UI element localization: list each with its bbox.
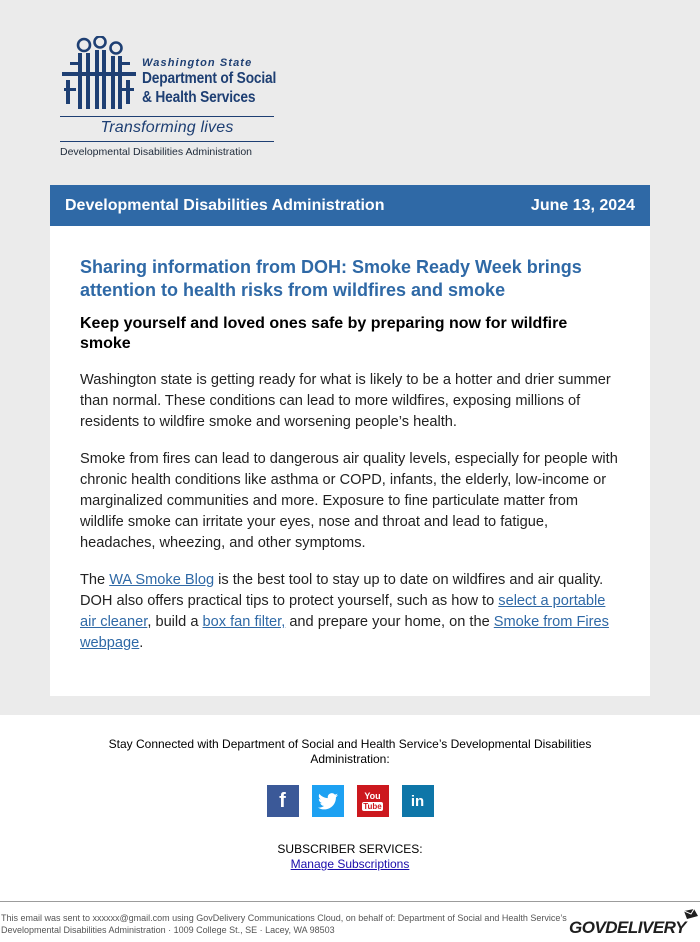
email-footer bbox=[0, 715, 700, 942]
stay-connected-text: Stay Connected with Department of Social and Health Service’s Developmental Disabilities Administration: bbox=[108, 737, 592, 766]
linkedin-icon: in bbox=[410, 792, 425, 810]
article-paragraph-1: Washington state is getting ready for what is likely to be a hotter and drier summer than normal. These conditions can lead to more wildfires, exposing millions of residents to wildfire smoke and worsening people’s health. bbox=[80, 372, 611, 430]
subscriber-services bbox=[0, 842, 700, 872]
article-headline: Sharing information from DOH: Smoke Ready Week brings attention to health risks from wildfires and smoke bbox=[80, 257, 582, 300]
banner-date: June 13, 2024 bbox=[530, 196, 635, 214]
article-card bbox=[50, 226, 650, 696]
twitter-button[interactable] bbox=[312, 785, 344, 817]
logo-dept-line2: & Health Services bbox=[142, 89, 256, 106]
box-fan-filter-link[interactable]: box fan filter, bbox=[202, 614, 286, 630]
legal-text: This email was sent to xxxxxx@gmail.com using GovDelivery Communications Cloud, on behalf of: Department of Social and Health Service’s Developmental Disabilities Administration · 1009 College St., SE · Lacey, WA 98503 bbox=[1, 913, 567, 935]
banner-title: Developmental Disabilities Administration bbox=[65, 196, 385, 214]
youtube-icon bbox=[362, 792, 383, 811]
logo-divider bbox=[60, 116, 274, 117]
subscriber-services-label: SUBSCRIBER SERVICES: bbox=[277, 842, 423, 856]
youtube-icon-top: You bbox=[364, 790, 381, 801]
twitter-bird-icon bbox=[318, 793, 338, 810]
facebook-icon: f bbox=[279, 789, 286, 812]
youtube-icon-bottom: Tube bbox=[363, 801, 382, 811]
linkedin-button[interactable] bbox=[402, 785, 434, 817]
article-paragraph-2: Smoke from fires can lead to dangerous air quality levels, especially for people with chronic health conditions like asthma or COPD, infants, the elderly, low-income or marginalized communities and more. Exposure to fine particulate matter from wildlife smoke can irritate your eyes, nose and throat and lead to fatigue, headaches, wheezing, and other symptoms. bbox=[80, 451, 618, 551]
logo-tagline: Transforming lives bbox=[100, 119, 234, 136]
para3-text-4: and prepare your home, on the bbox=[285, 614, 494, 630]
header-banner bbox=[50, 185, 650, 226]
facebook-button[interactable] bbox=[267, 785, 299, 817]
smoke-from-fires-link[interactable]: Smoke from Fires webpage bbox=[80, 614, 609, 651]
portable-air-cleaner-link[interactable]: select a portable air cleaner bbox=[80, 593, 606, 630]
para3-text-1: The bbox=[80, 572, 110, 588]
envelope-icon bbox=[684, 909, 698, 920]
dshs-logo[interactable] bbox=[60, 36, 276, 158]
people-figures-icon bbox=[60, 36, 138, 110]
logo-divider-bottom bbox=[60, 141, 274, 142]
manage-subscriptions-link[interactable]: Manage Subscriptions bbox=[290, 857, 410, 871]
article-paragraph-3 bbox=[80, 570, 620, 654]
social-links bbox=[0, 785, 700, 817]
logo-dept-line1: Department of Social bbox=[142, 70, 277, 87]
youtube-button[interactable] bbox=[357, 785, 389, 817]
footer-divider bbox=[0, 901, 700, 902]
para3-text-2: is the best tool to stay up to date on wildfires and air quality. DOH also offers practical tips to protect yourself, such as how to bbox=[80, 572, 604, 609]
wa-smoke-blog-link[interactable]: WA Smoke Blog bbox=[109, 572, 215, 588]
govdelivery-logo[interactable]: GOVDELIVERY bbox=[569, 918, 686, 937]
para3-text-3: , build a bbox=[147, 614, 203, 630]
logo-division: Developmental Disabilities Administration bbox=[60, 146, 253, 158]
logo-state-text: Washington State bbox=[142, 57, 253, 69]
para3-text-5: . bbox=[139, 635, 144, 651]
article-subhead: Keep yourself and loved ones safe by preparing now for wildfire smoke bbox=[80, 315, 568, 352]
